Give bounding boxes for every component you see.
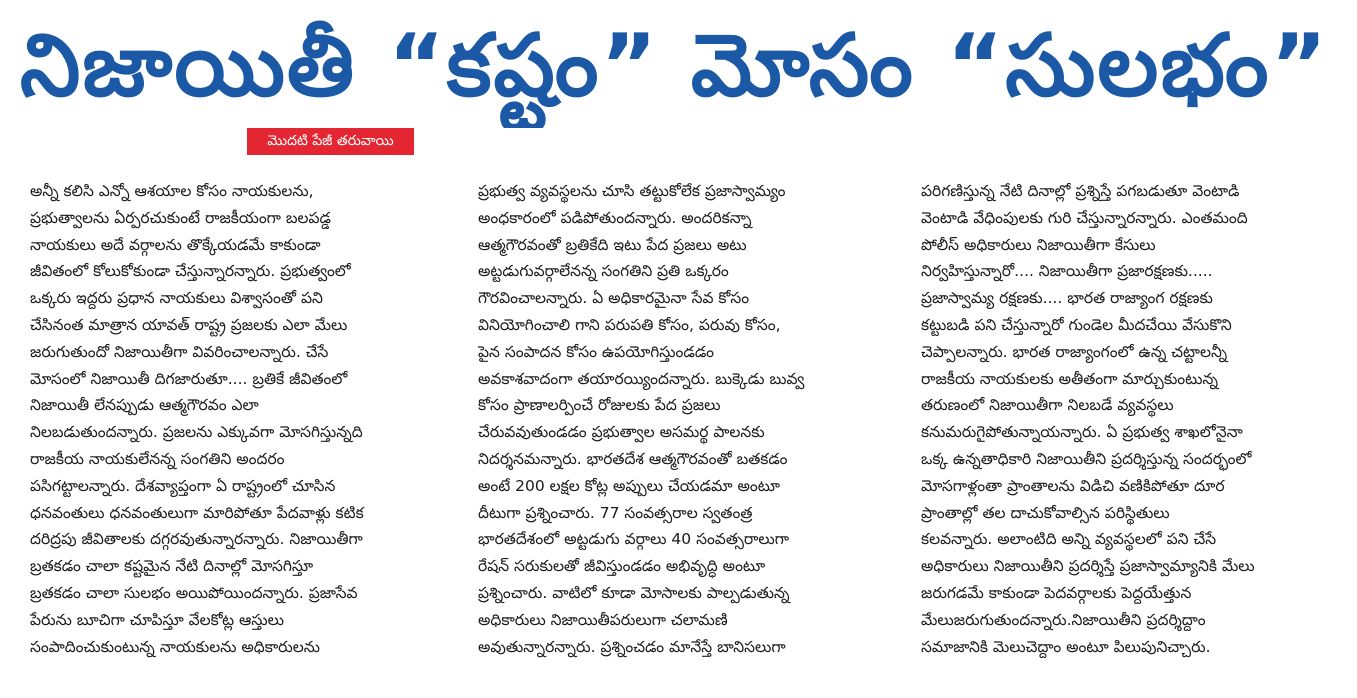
article-line: సంపాదించుకుంటున్న నాయకులను అధికారులను	[30, 637, 320, 656]
article-line: కట్టుబడి పని చేస్తున్నారో గుండెల మీదచేయి వేసుకొని	[921, 315, 1232, 334]
article-line: రాజకీయ నాయకులేనన్న సంగతిని అందరం	[30, 449, 285, 468]
article-line: పసిగట్టాలన్నారు. దేశవ్యాప్తంగా ఏ రాష్ట్రంలో చూసిన	[30, 476, 336, 495]
article-line: ప్రభుత్వ వ్యవస్థలను చూసి తట్టుకోలేక ప్రజాస్వామ్యం	[478, 182, 786, 200]
article-line: బ్రతకడం చాలా కష్టమైన నేటి దినాల్లో మోసగిస్తూ	[30, 557, 314, 576]
article-line: అవకాశవాదంగా తయారయ్యిందన్నారు. బుక్కెడు బువ్వ	[478, 369, 805, 388]
article-line: పేరును బూచిగా చూపిస్తూ వేలకోట్ల ఆస్తులు	[30, 610, 284, 629]
continuation-tag: మొదటి పేజీ తరువాయి	[247, 128, 414, 155]
article-line: ప్రశ్నించారు. వాటిలో కూడా మోసాలకు పాల్పడుతున్న	[478, 583, 790, 602]
article-line: నిజాయితీ లేనప్పుడు ఆత్మగౌరవం ఎలా	[30, 396, 259, 415]
article-line: చేసినంత మాత్రాన యావత్ రాష్ట్ర ప్రజలకు ఎలా మేలు	[30, 315, 348, 334]
article-line: అవుతున్నారన్నారు. ప్రశ్నించడం మానేస్తే బానిసలుగా	[478, 637, 786, 656]
article-line: కలవన్నారు. అలాంటిది అన్ని వ్యవస్థలలో పని చేసే	[921, 530, 1217, 549]
article-line: పైన సంపాదన కోసం ఉపయోగిస్తుండడం	[478, 342, 714, 361]
article-line: అన్నీ కలిసి ఎన్నో ఆశయాల కోసం నాయకులను,	[30, 182, 314, 200]
article-line: వెంటాడి వేధింపులకు గురి చేస్తున్నారన్నారు. ఎంతమంది	[921, 208, 1248, 227]
article-line: దీటుగా ప్రశ్నించారు. 77 సంవత్సరాల స్వతంత్ర	[478, 503, 753, 522]
article-line: ఒక్క ఉన్నతాధికారి నిజాయితీని ప్రదర్శిస్తున్న సందర్భంలో	[921, 449, 1252, 468]
article-column-2	[478, 178, 893, 660]
article-line: తరుణంలో నిజాయితీగా నిలబడే వ్యవస్థలు	[921, 396, 1174, 415]
article-line: భారతదేశంలో అట్టడుగు వర్గాలు 40 సంవత్సరాలుగా	[478, 530, 790, 549]
article-line: బ్రతకడం చాలా సులభం అయిపోయిందన్నారు. ప్రజాసేవ	[30, 583, 358, 602]
article-line: ధనవంతులు ధనవంతులుగా మారిపోతూ పేదవాళ్లు కటిక	[30, 503, 364, 522]
article-line: అధికారులు నిజాయితీపరులుగా చలామణి	[478, 610, 728, 629]
article-line: ఆత్మగౌరవంతో బ్రతికేది ఇటు పేద ప్రజలు అటు	[478, 235, 747, 254]
article-line: ప్రజాస్వామ్య రక్షణకు.... భారత రాజ్యాంగ రక్షణకు	[921, 289, 1213, 308]
article-line: అధికారులు నిజాయితీని ప్రదర్శిస్తే ప్రజాస్వామ్యానికి మేలు	[921, 557, 1255, 576]
article-line: అంటే 200 లక్షల కోట్ల అప్పులు చేయడమా అంటూ	[478, 476, 781, 495]
article-line: అంధకారంలో పడిపోతుందన్నారు. అందరికన్నా	[478, 208, 752, 227]
article-line: రాజకీయ నాయకులకు అతీతంగా మార్చుకుంటున్న	[921, 369, 1218, 388]
article-line: పోలీస్ అధికారులు నిజాయితీగా కేసులు	[921, 235, 1156, 254]
article-line: చెప్పాలన్నారు. భారత రాజ్యాంగంలో ఉన్న చట్టాలన్నీ	[921, 342, 1228, 361]
headline: నిజాయితీ “కష్టం” మోసం “సులభం”	[20, 16, 1330, 116]
article-line: ప్రాంతాల్లో తల దాచుకోవాల్సిన పరిస్థితులు	[921, 503, 1170, 522]
article-line: కనుమరుగైపోతున్నాయన్నారు. ఏ ప్రభుత్వ శాఖలోనైనా	[921, 423, 1243, 442]
article-line: జీవితంలో కోలుకోకుండా చేస్తున్నారన్నారు. ప్రభుత్వంలో	[30, 262, 351, 281]
article-line: రేషన్ సరుకులతో జీవిస్తుండడం అభివృద్ధి అంటూ	[478, 557, 766, 576]
article-line: మోసంలో నిజాయితీ దిగజారుతూ.... బ్రతికే జీవితంలో	[30, 369, 348, 388]
article-line: కోసం ప్రాణాలర్పించే రోజులకు పేద ప్రజలు	[478, 396, 721, 415]
article-column-1	[30, 178, 460, 660]
article-line: చేరువవుతుండడం ప్రభుత్వాల అసమర్థ పాలనకు	[478, 423, 765, 442]
article-line: నిలబడుతుందన్నారు. ప్రజలను ఎక్కువగా మోసగిస్తున్నది	[30, 423, 363, 442]
article-line: నిదర్శనమన్నారు. భారతదేశ ఆత్మగౌరవంతో బతకడం	[478, 449, 788, 468]
article-line: అట్టడుగువర్గాలేనన్న సంగతిని ప్రతి ఒక్కరం	[478, 262, 729, 281]
article-line: మోసగాళ్లంతా ప్రాంతాలను విడిచి వణికిపోతూ దూర	[921, 476, 1225, 495]
article-line: మేలుజరుగుతుందన్నారు.నిజాయితీని ప్రదర్శిద్దాం	[921, 610, 1206, 629]
article-line: నాయకులు అదే వర్గాలను తొక్కేయడమే కాకుండా	[30, 235, 321, 254]
article-line: పరిగణిస్తున్న నేటి దినాల్లో ప్రశ్నిస్తే పగబడుతూ వెంటాడి	[921, 182, 1240, 200]
article-column-3	[921, 178, 1331, 660]
article-line: జరుగుతుందో నిజాయితీగా వివరించాలన్నారు. చేసే	[30, 342, 329, 361]
article-line: ఒక్కరు ఇద్దరు ప్రధాన నాయకులు విశ్వాసంతో పని	[30, 289, 323, 308]
article-line: నిర్వహిస్తున్నారో.... నిజాయితీగా ప్రజారక్షణకు.....	[921, 262, 1213, 281]
article-line: వినియోగించాలి గాని పరుపతి కోసం, పరువు కోసం,	[478, 315, 781, 334]
article-line: గౌరవించాలన్నారు. ఏ అధికారమైనా సేవ కోసం	[478, 289, 750, 308]
article-line: సమాజానికి మెలుచెద్దాం అంటూ పిలుపునిచ్చారు.	[921, 637, 1211, 656]
article-line: ప్రభుత్వాలను ఏర్పరచుకుంటే రాజకీయంగా బలపడ్డ	[30, 208, 331, 227]
article-line: జరుగడమే కాకుండా పెదవర్గాలకు పెద్దయేత్తున	[921, 583, 1192, 602]
article-line: దరిద్రపు జీవితాలకు దగ్గరవుతున్నారన్నారు. నిజాయితీగా	[30, 530, 363, 549]
